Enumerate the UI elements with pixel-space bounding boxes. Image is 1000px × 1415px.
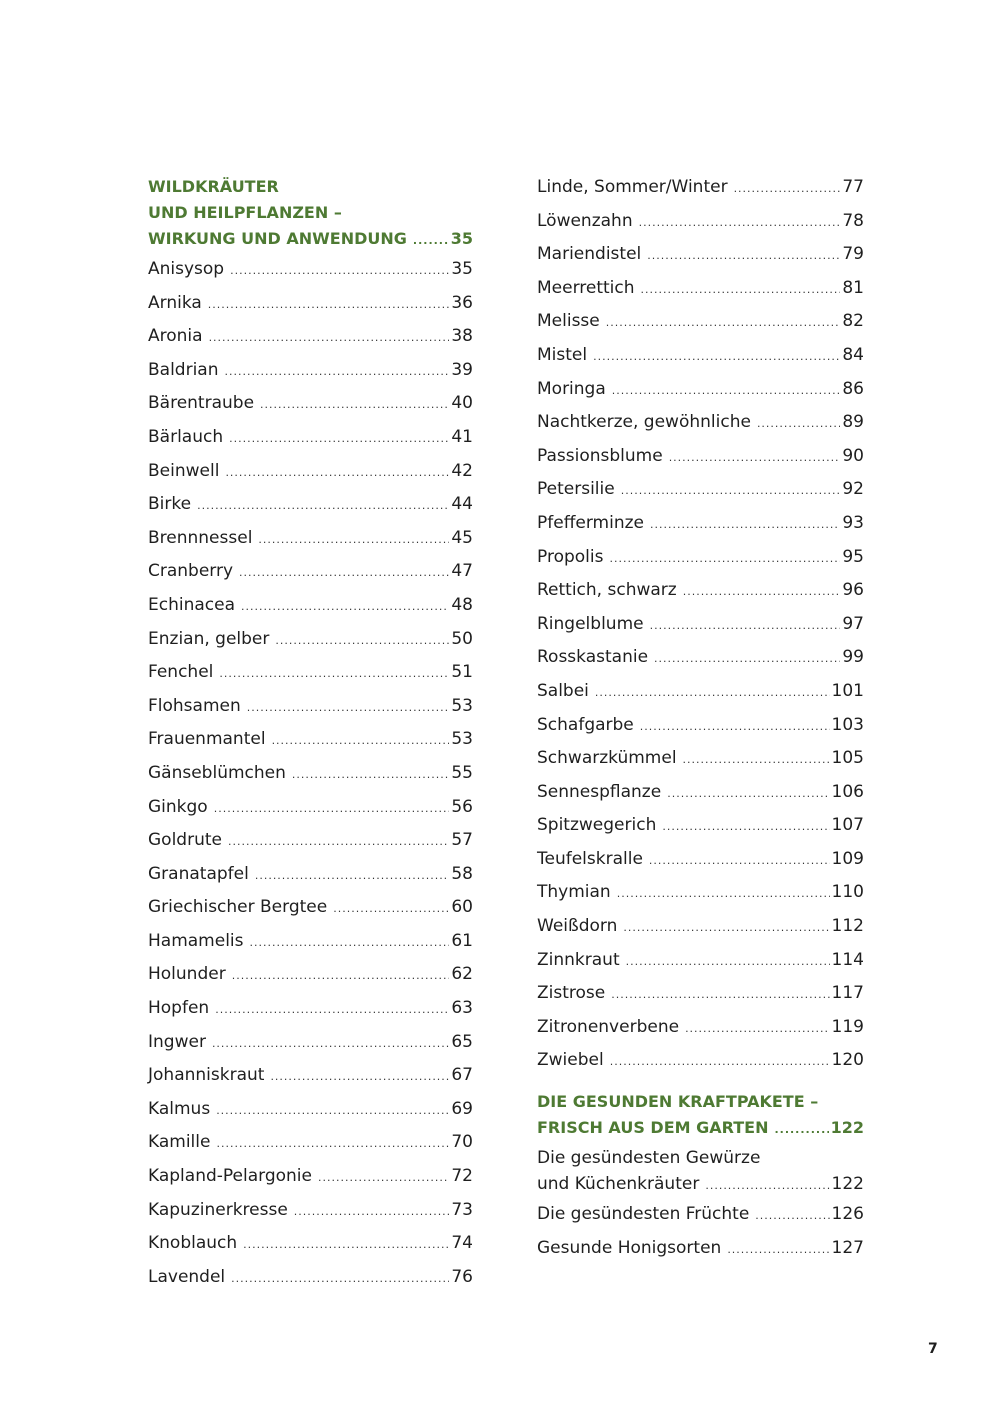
leader-dots: [232, 962, 450, 989]
leader-dots: [197, 492, 449, 519]
leader-dots: [621, 477, 841, 504]
leader-dots: [595, 679, 830, 706]
toc-entry[interactable]: [537, 779, 864, 813]
entry-page: 47: [451, 561, 473, 582]
entry-page: 63: [451, 998, 473, 1019]
leader-dots: [612, 377, 841, 404]
leader-dots: [610, 1048, 830, 1075]
toc-entry[interactable]: [537, 712, 864, 746]
entry-label: Die gesündesten Früchte: [537, 1204, 750, 1225]
entry-page: 122: [831, 1174, 864, 1195]
heading-line: DIE GESUNDEN KRAFTPAKETE –: [537, 1092, 819, 1112]
entry-page: 70: [451, 1132, 473, 1153]
toc-entry[interactable]: [148, 424, 473, 458]
entry-page: 38: [451, 326, 473, 347]
toc-entry[interactable]: [148, 1163, 473, 1197]
toc-entry[interactable]: [537, 308, 864, 342]
entry-page: 60: [451, 897, 473, 918]
entry-page: 79: [842, 244, 864, 265]
entry-label: Weißdorn: [537, 916, 618, 937]
toc-entry[interactable]: [148, 558, 473, 592]
entry-label: Cranberry: [148, 561, 234, 582]
toc-entry[interactable]: [148, 794, 473, 828]
heading-page: 122: [830, 1118, 864, 1138]
entry-label: Sennespflanze: [537, 781, 662, 802]
entry-label: Kalmus: [148, 1098, 211, 1119]
toc-entry[interactable]: [148, 491, 473, 525]
entry-page: 84: [842, 344, 864, 365]
toc-entry[interactable]: [537, 443, 864, 477]
entry-page: 77: [842, 177, 864, 197]
entry-label: Granatapfel: [148, 863, 249, 884]
toc-entry[interactable]: [537, 678, 864, 712]
leader-dots: [228, 828, 449, 855]
entry-label: Schwarzkümmel: [537, 748, 677, 769]
entry-page: 127: [831, 1238, 864, 1259]
entry-page: 126: [831, 1204, 864, 1225]
leader-dots: [683, 578, 841, 605]
toc-entry[interactable]: [148, 827, 473, 861]
leader-dots: [685, 1015, 829, 1042]
entry-page: 40: [451, 393, 473, 414]
entry-label: und Küchenkräuter: [537, 1174, 700, 1195]
toc-sublist: [537, 1145, 864, 1269]
entry-page: 51: [451, 662, 473, 683]
leader-dots: [292, 761, 449, 788]
entry-page: 92: [842, 479, 864, 500]
toc-entry[interactable]: [537, 376, 864, 410]
leader-dots: [606, 309, 841, 336]
entry-label: Brennnessel: [148, 527, 253, 548]
toc-entry[interactable]: [537, 846, 864, 880]
entry-page: 112: [831, 916, 864, 937]
entry-page: 120: [831, 1050, 864, 1071]
leader-dots: [209, 324, 450, 351]
toc-entry[interactable]: [148, 693, 473, 727]
entry-label: Lavendel: [148, 1266, 226, 1287]
leader-dots: [649, 847, 830, 874]
entry-label: Holunder: [148, 964, 226, 985]
leader-dots: [662, 813, 829, 840]
entry-label: Meerrettich: [537, 277, 635, 298]
leader-dots: [734, 175, 841, 202]
toc-entry[interactable]: [537, 644, 864, 678]
toc-entry[interactable]: [537, 913, 864, 947]
leader-dots: [250, 929, 450, 956]
entry-label: Löwenzahn: [537, 210, 633, 231]
entry-page: 67: [451, 1065, 473, 1086]
leader-dots: [247, 694, 450, 721]
entry-label: Pfefferminze: [537, 512, 644, 533]
entry-page: 65: [451, 1031, 473, 1052]
leader-dots: [667, 780, 829, 807]
entry-label: Zwiebel: [537, 1050, 604, 1071]
entry-label: Petersilie: [537, 479, 615, 500]
entry-label: Rettich, schwarz: [537, 580, 677, 601]
entry-label: Birke: [148, 494, 192, 515]
toc-entry[interactable]: [148, 256, 473, 290]
page-number: 7: [928, 1341, 938, 1357]
toc-entry[interactable]: [148, 357, 473, 391]
leader-dots: [593, 343, 840, 370]
entry-page: 97: [842, 613, 864, 634]
leader-dots: [212, 1030, 449, 1057]
entry-page: 110: [831, 882, 864, 903]
toc-column-left: [148, 174, 473, 1297]
section-heading-wildkraeuter: [148, 174, 473, 252]
toc-entry[interactable]: [148, 659, 473, 693]
entry-page: 119: [831, 1016, 864, 1037]
entry-label: Salbei: [537, 680, 589, 701]
entry-label: Linde, Sommer/Winter: [537, 177, 728, 197]
leader-dots: [774, 1117, 828, 1143]
toc-entry[interactable]: [148, 1062, 473, 1096]
entry-label: Knoblauch: [148, 1233, 238, 1254]
heading-line: UND HEILPFLANZEN –: [148, 203, 342, 222]
toc-entry[interactable]: [148, 1230, 473, 1264]
leader-dots: [231, 1265, 449, 1292]
entry-page: 99: [842, 647, 864, 668]
entry-page: 96: [842, 580, 864, 601]
toc-entry[interactable]: [148, 323, 473, 357]
entry-page: 101: [831, 680, 864, 701]
leader-dots: [639, 209, 841, 236]
entry-label: Goldrute: [148, 830, 222, 851]
entry-page: 93: [842, 512, 864, 533]
leader-dots: [225, 459, 449, 486]
leader-dots: [333, 895, 449, 922]
entry-page: 56: [451, 796, 473, 817]
entry-page: 106: [831, 781, 864, 802]
toc-entry[interactable]: [148, 1197, 473, 1231]
toc-entry[interactable]: [148, 525, 473, 559]
entry-page: 105: [831, 748, 864, 769]
entry-page: 61: [451, 930, 473, 951]
entry-label: Frauenmantel: [148, 729, 266, 750]
toc-entry[interactable]: [537, 745, 864, 779]
entry-label: Flohsamen: [148, 695, 241, 716]
entry-page: 86: [842, 378, 864, 399]
leader-dots: [727, 1237, 829, 1263]
toc-entry[interactable]: [537, 409, 864, 443]
leader-dots: [650, 511, 840, 538]
toc-entry[interactable]: [537, 1235, 864, 1269]
entry-label: Nachtkerze, gewöhnliche: [537, 412, 751, 433]
heading-label: WIRKUNG UND ANWENDUNG: [148, 229, 407, 248]
entry-page: 73: [451, 1199, 473, 1220]
toc-entry[interactable]: [537, 1047, 864, 1081]
entry-label: Beinwell: [148, 460, 220, 481]
toc-entry[interactable]: [537, 611, 864, 645]
entry-page: 82: [842, 311, 864, 332]
entry-page: 90: [842, 445, 864, 466]
entry-label: Teufelskralle: [537, 848, 643, 869]
entry-label: Melisse: [537, 311, 600, 332]
entry-label: Griechischer Bergtee: [148, 897, 328, 918]
entry-page: 74: [451, 1233, 473, 1254]
entry-page: 44: [451, 494, 473, 515]
leader-dots: [617, 880, 830, 907]
entry-label: Ginkgo: [148, 796, 208, 817]
leader-dots: [641, 276, 841, 303]
leader-dots: [214, 795, 450, 822]
entry-label: Moringa: [537, 378, 606, 399]
toc-entry[interactable]: [148, 592, 473, 626]
leader-dots: [270, 1063, 449, 1090]
toc-entry[interactable]: [537, 879, 864, 913]
toc-sublist-items: [537, 1201, 864, 1269]
toc-entry[interactable]: [537, 275, 864, 309]
entry-label: Mariendistel: [537, 244, 642, 265]
entry-label: Zinnkraut: [537, 949, 620, 970]
entry-label: Kamille: [148, 1132, 211, 1153]
leader-dots: [611, 981, 829, 1008]
leader-dots: [275, 627, 449, 654]
entry-label: Bärentraube: [148, 393, 255, 414]
entry-label: Fenchel: [148, 662, 214, 683]
entry-label: Passionsblume: [537, 445, 663, 466]
toc-entry[interactable]: [537, 476, 864, 510]
entry-page: 69: [451, 1098, 473, 1119]
leader-dots: [239, 559, 449, 586]
toc-entry[interactable]: [148, 760, 473, 794]
leader-dots: [255, 862, 450, 889]
toc-entry[interactable]: [148, 626, 473, 660]
entry-label: Mistel: [537, 344, 588, 365]
leader-dots: [755, 1203, 829, 1229]
entry-page: 62: [451, 964, 473, 985]
entry-label: Baldrian: [148, 359, 219, 380]
entry-label: Ringelblume: [537, 613, 644, 634]
toc-entry[interactable]: [148, 726, 473, 760]
leader-dots: [272, 727, 450, 754]
entry-label: Anisysop: [148, 259, 225, 279]
toc-entry[interactable]: [537, 544, 864, 578]
toc-entry[interactable]: [537, 510, 864, 544]
toc-entry[interactable]: [148, 1096, 473, 1130]
leader-dots: [683, 746, 830, 773]
leader-dots: [243, 1231, 449, 1258]
entry-page: 53: [451, 695, 473, 716]
heading-entry[interactable]: [537, 1115, 864, 1141]
entry-page: 78: [842, 210, 864, 231]
leader-dots: [216, 1130, 449, 1157]
toc-entry[interactable]: [537, 208, 864, 242]
entry-page: 95: [842, 546, 864, 567]
leader-dots: [654, 645, 840, 672]
entry-label: Bärlauch: [148, 426, 224, 447]
toc-entry[interactable]: [148, 861, 473, 895]
entry-page: 45: [451, 527, 473, 548]
entry-label: Schafgarbe: [537, 714, 634, 735]
entry-page: 109: [831, 848, 864, 869]
toc-entry[interactable]: [537, 174, 864, 208]
toc-entry[interactable]: [537, 577, 864, 611]
leader-dots: [230, 257, 449, 284]
toc-entry[interactable]: [148, 1264, 473, 1298]
entry-page: 55: [451, 762, 473, 783]
entry-page: 35: [451, 259, 473, 279]
entry-page: 50: [451, 628, 473, 649]
toc-entry[interactable]: [537, 1201, 864, 1235]
entry-label: Propolis: [537, 546, 604, 567]
entry-page: 57: [451, 830, 473, 851]
leader-dots: [705, 1173, 829, 1199]
toc-entry[interactable]: [148, 458, 473, 492]
toc-entry[interactable]: [148, 928, 473, 962]
toc-list-left: [148, 256, 473, 1297]
toc-entry[interactable]: [148, 1129, 473, 1163]
entry-label: Rosskastanie: [537, 647, 649, 668]
entry-page: 114: [831, 949, 864, 970]
toc-entry[interactable]: [537, 241, 864, 275]
entry-page: 58: [451, 863, 473, 884]
entry-label: Hopfen: [148, 998, 210, 1019]
leader-dots: [640, 713, 830, 740]
leader-dots: [225, 358, 450, 385]
toc-entry[interactable]: [148, 961, 473, 995]
leader-dots: [215, 996, 449, 1023]
toc-entry[interactable]: [148, 290, 473, 324]
leader-dots: [258, 526, 449, 553]
toc-entry[interactable]: [537, 812, 864, 846]
entry-page: 53: [451, 729, 473, 750]
entry-label: Gänseblümchen: [148, 762, 286, 783]
entry-label: Thymian: [537, 882, 611, 903]
toc-entry[interactable]: [537, 980, 864, 1014]
leader-dots: [669, 444, 841, 471]
toc-entry[interactable]: [537, 1014, 864, 1048]
leader-dots: [623, 914, 829, 941]
entry-label: Kapland-Pelargonie: [148, 1166, 312, 1187]
entry-page: 103: [831, 714, 864, 735]
leader-dots: [241, 593, 449, 620]
toc-entry[interactable]: [148, 1029, 473, 1063]
leader-dots: [650, 612, 841, 639]
entry-page: 76: [451, 1266, 473, 1287]
entry-label: Zistrose: [537, 983, 606, 1004]
leader-dots: [216, 1097, 449, 1124]
entry-label: Zitronenverbene: [537, 1016, 680, 1037]
leader-dots: [219, 660, 449, 687]
leader-dots: [647, 242, 840, 269]
toc-entry[interactable]: [537, 947, 864, 981]
entry-label: Hamamelis: [148, 930, 244, 951]
heading-label: FRISCH AUS DEM GARTEN: [537, 1118, 769, 1138]
leader-dots: [229, 425, 449, 452]
entry-label: Gesunde Honigsorten: [537, 1238, 722, 1259]
entry-label: Echinacea: [148, 594, 236, 615]
entry-label: Enzian, gelber: [148, 628, 270, 649]
toc-entry-first-line[interactable]: Die gesündesten Gewürze: [537, 1148, 761, 1169]
toc-entry[interactable]: [537, 342, 864, 376]
entry-page: 41: [451, 426, 473, 447]
leader-dots: [208, 291, 450, 318]
leader-dots: [757, 410, 840, 437]
entry-label: Ingwer: [148, 1031, 206, 1052]
entry-label: Arnika: [148, 292, 202, 313]
toc-entry[interactable]: [148, 894, 473, 928]
heading-line: WILDKRÄUTER: [148, 177, 279, 196]
entry-label: Johanniskraut: [148, 1065, 265, 1086]
section-heading-kraftpakete: [537, 1089, 864, 1141]
toc-list-right: [537, 174, 864, 1081]
entry-label: Spitzwegerich: [537, 815, 657, 836]
leader-dots: [260, 391, 449, 418]
entry-page: 48: [451, 594, 473, 615]
leader-dots: [413, 228, 449, 254]
entry-label: Kapuzinerkresse: [148, 1199, 288, 1220]
leader-dots: [609, 545, 840, 572]
entry-page: 81: [842, 277, 864, 298]
leader-dots: [626, 948, 830, 975]
entry-page: 107: [831, 815, 864, 836]
entry-page: 36: [451, 292, 473, 313]
heading-page: 35: [450, 229, 473, 248]
leader-dots: [294, 1198, 450, 1225]
entry-page: 72: [451, 1166, 473, 1187]
heading-entry[interactable]: [148, 226, 473, 252]
toc-column-right: [537, 174, 864, 1269]
toc-entry[interactable]: [537, 1171, 864, 1201]
entry-page: 117: [831, 983, 864, 1004]
entry-page: 39: [451, 359, 473, 380]
entry-page: 42: [451, 460, 473, 481]
toc-entry[interactable]: [148, 995, 473, 1029]
leader-dots: [318, 1164, 449, 1191]
entry-page: 89: [842, 412, 864, 433]
toc-entry[interactable]: [148, 390, 473, 424]
entry-label: Aronia: [148, 326, 203, 347]
